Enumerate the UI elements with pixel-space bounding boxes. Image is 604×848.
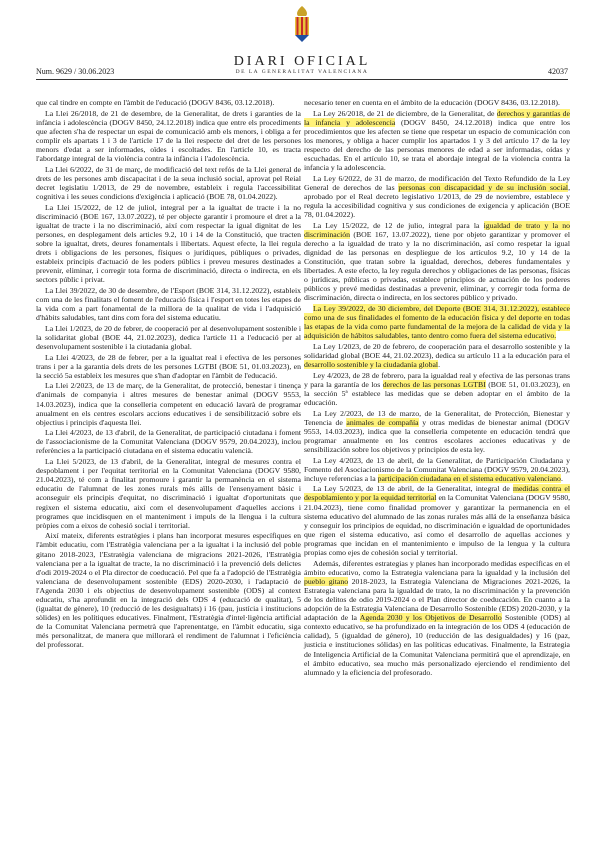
- page-number: 42037: [548, 67, 568, 76]
- paragraph: La Ley 26/2018, de 21 de diciembre, de la Generalitat, de derechos y garantías de la infancia y adolescencia (DOGV 8450, 24.12.2018) indica que entre los procedimientos que les afecten se tiene que respetar un espacio de comunicación con los menores, y obliga a hacer cumplir los apartados 1 y 3 del artículo 17 de la ley respecto del derecho de las personas menores de edad a ser informadas, oídas y escuchadas. En el artículo 10, se trata el abordaje integral de la violencia contra la infancia y la adolescencia.: [304, 108, 570, 173]
- paragraph: La Ley 4/2023, de 13 de abril, de la Generalitat, de Participación Ciudadana y Fomento del Asociacionismo de la Comunitat Valenciana (DOGV 9579, 20.04.2023), incluye referencias a la participación ciudadana en el sistema educativo valenciano.: [304, 455, 570, 483]
- paragraph: La Ley 6/2022, de 31 de marzo, de modificación del Texto Refundido de la Ley General de derechos de las personas con discapacidad y de su inclusión social, aprobado por el Real decreto legislativo 1/2013, de 29 de noviembre, establece y regula la accesibilidad cognitiva y sus condiciones de exigencia y aplicación (BOE 78, 01.04.2022).: [304, 173, 571, 220]
- paragraph: La Llei 4/2023, de 13 d'abril, de la Generalitat, de participació ciutadana i foment de l'associacionisme de la Comunitat Valenciana (DOGV 9579, 20.04.2023), inclou referències a la participació ciutadana en el sistema educatiu valencià.: [36, 428, 301, 456]
- journal-subtitle: DE LA GENERALITAT VALENCIANA: [235, 69, 369, 75]
- paragraph: La Llei 5/2023, de 13 d'abril, de la Generalitat, integral de mesures contra el despoblament i per l'equitat territorial en la Comunitat Valenciana (DOGV 9580, 21.04.2023), té com a finalitat promoure i garantir la permanència en el sistema educatiu de l'alumnat de les zones rurals més aïlls de l'ensenyament bàsic i aconseguir els principis d'equitat, no discriminació i igualtat d'oportunitats que regixen el sistema educatiu, així com el desenvolupament d'aquelles accions i programes que incidisquen en el manteniment i impuls de la llengua i la cultura pròpies com a eixos de cohesió social i territorial.: [36, 457, 301, 530]
- paragraph: Además, diferentes estrategias y planes han incorporado medidas específicas en el ámbito educativo, como la Estrategia valenciana para la igualdad y la inclusión del pueblo gitano 2018-2023, la Estrategia Valenciana de Migraciones 2021-2026, la Estrategia valenciana para la igualdad de trato, la no discriminación y la prevención de los delitos de odio 2019-2024 o el Plan director de coeducación. En cuanto a la adopción de la Estrategia Valenciana de Desarrollo Sostenible (EDS) 2020-2030, y la adaptación de la Agenda 2030 y los Objetivos de Desarrollo Sostenible (ODS) al contexto educativo, se ha profundizado en la integración de los ODS 4 (educación de calidad), 5 (igualdad de género), 10 (reducción de las desigualdades) y 16 (paz, justicia e instituciones sólidas) en las políticas educativas. Finalmente, la Estrategia de Inteligencia Artificial de la Comunitat Valenciana permitirá que el aprendizaje, en el ámbito educativo, sea mucho más personalizado ejerciendo el rendimiento del alumnado y la eficiencia del profesorado.: [304, 558, 571, 677]
- journal-title: DIARI OFICIAL: [233, 54, 371, 69]
- generalitat-crest-icon: [290, 4, 314, 44]
- spanish-column: [304, 98, 570, 678]
- paragraph: La Llei 1/2023, de 20 de febrer, de cooperació per al desenvolupament sostenible i la solidaritat global (BOE 44, 21.02.2023), dedica l'article 11 a l'educació per al desenvolupament sostenible i la ciutadania global.: [36, 323, 301, 351]
- page-header: [0, 0, 604, 96]
- paragraph: La Llei 2/2023, de 13 de març, de la Generalitat, de protecció, benestar i tinença d'animals de companyia i altres mesures de benestar animal (DOGV 9553, 14.03.2023), indica que la conselleria competent en educació lavarà de programar anualment en els centres escolars accions educatives i de sensibilització sobre els objectius i principis d'aquesta llei.: [36, 381, 301, 427]
- paragraph: La Llei 39/2022, de 30 de desembre, de l'Esport (BOE 314, 31.12.2022), estableix com una de les finalitats el foment de l'educació física i l'esport en totes les etapes de la vida com a part fonamental de la millora de la qualitat de vida i l'adquisició d'hàbits saludables, tant dins com fora del sistema educatiu.: [36, 285, 301, 323]
- paragraph: La Ley 39/2022, de 30 diciembre, del Deporte (BOE 314, 31.12.2022), establece como una de sus finalidades el fomento de la educación física y del deporte en todas las etapas de la vida como parte fundamental de la mejora de la calidad de vida y la adquisición de hábitos saludables, tanto dentro como fuera del sistema educativo.: [304, 304, 570, 341]
- paragraph: La Ley 2/2023, de 13 de marzo, de la Generalitat, de Protección, Bienestar y Tenencia de animales de compañía y otras medidas de bienestar animal (DOGV 9553, 14.03.2023), indica que la conselleria competente en educación tendrá que programar anualmente en los centros escolares acciones educativas y de sensibilización sobre los objetivos y principios de esta ley.: [304, 408, 570, 454]
- issue-number: Num. 9629 / 30.06.2023: [36, 67, 115, 76]
- paragraph: Ley 4/2023, de 28 de febrero, para la igualdad real y efectiva de las personas trans y para la garantía de los derechos de las personas LGTBI (BOE 51, 01.03.2023), en la sección 5ª establece las medidas que se deben adoptar en el ámbito de la educación.: [304, 370, 570, 407]
- paragraph: La Llei 26/2018, de 21 de desembre, de la Generalitat, de drets i garanties de la infància i adolescència (DOGV 8450, 24.12.2018) indica que entre els procediments que afecten s'ha de respectar un espai de comunicació amb els menors, i obliga a fer complir els apartats 1 i 3 de l'article 17 de la llei respecte del dret de les persones menors d'edat a ser informades, oïdes i escoltades. En l'article 10, es tracta l'abordatge integral de la violència contra la infància i l'adolescència.: [36, 108, 301, 164]
- paragraph: La Llei 6/2022, de 31 de març, de modificació del text refós de la Llei general de drets de les persones amb discapacitat i de la seua inclusió social, aprovat pel Reial decret legislatiu 1/2013, de 29 de novembre, estableix i regula l'accessibilitat cognitiva i les seues condicions d'exigència i aplicació (BOE 78, 01.04.2022).: [36, 164, 301, 201]
- paragraph: Així mateix, diferents estratègies i plans han incorporat mesures específiques en l'àmbit educatiu, com l'Estratègia valenciana per a la igualtat i la inclusió del poble gitano 2018-2023, l'Estratègia valenciana de migracions 2021-2026, l'Estratègia valenciana per a la igualtat de tracte, la no discriminació i la prevenció dels delictes d'odi 2019-2024 o el Pla director de coeducació. Pel que fa a l'adopció de l'Estratègia valenciana de desenvolupament sostenible (EDS) 2020-2030, i l'adaptació de l'Agenda 2030 i els objectius de desenvolupament sostenible (ODS) al context educatiu, s'ha aprofundit en la integració dels ODS 4 (educació de qualitat), 5 (igualtat de gènere), 10 (reducció de les desigualtats) i 16 (pau, justícia i institucions sòlides) en les polítiques educatives. Finalment, l'Estratègia d'intel·ligència artificial de la Comunitat Valenciana permetrà que l'aprenentatge, en l'àmbit educatiu, siga més personalitzat, de manera que millorarà el rendiment de l'alumnat i l'eficiència del professorat.: [36, 531, 301, 650]
- paragraph: La Llei 15/2022, de 12 de juliol, integral per a la igualtat de tracte i la no discriminació (BOE 167, 13.07.2022), té per objecte garantir i promoure el dret a la igualtat de tracte i la no discriminació, així com respectar la igual dignitat de les persones, en desplegament dels articles 9.2, 10 i 14 de la Constitució, que tracten sobre la igualtat, drets, deures fonamentals i llibertats. Aquest efecte, la llei regula drets i obligacions de les persones, físiques o jurídiques, públiques o privades, estableix principis d'actuació de les poders públics i preveu mesures destinades a prevenir, eliminar, i corregir tota forma de discriminació, directa o indirecta, en els sectors públic i privat.: [36, 202, 301, 285]
- valencian-column: [36, 98, 301, 651]
- paragraph: La Llei 4/2023, de 28 de febrer, per a la igualtat real i efectiva de les persones trans i per a la garantia dels drets de les persones LGTBI (BOE 51, 01.03.2023), en la secció 5a estableix les mesures que s'han d'adoptar en l'àmbit de l'educació.: [36, 352, 301, 380]
- paragraph: que cal tindre en compte en l'àmbit de l'educació (DOGV 8436, 03.12.2018).: [36, 98, 275, 107]
- paragraph: necesario tener en cuenta en el ámbito de la educación (DOGV 8436, 03.12.2018).: [304, 98, 560, 107]
- header-divider: [36, 79, 568, 80]
- paragraph: La Ley 5/2023, de 13 de abril, de la Generalitat, integral de medidas contra el despoblamiento y por la equidad territorial en la Comunitat Valenciana (DOGV 9580, 21.04.2023), tiene como finalidad promover y garantizar la permanencia en el sistema educativo del alumnado de las zonas rurales más allá de la enseñanza básica y conseguir los principios de equidad, no discriminación e igualdad de oportunidades que rigen el sistema educativo, así como el desarrollo de aquellas acciones y programas que incidan en el mantenimiento e impulso de la lengua y la cultura propias como ejes de cohesión social y territorial.: [304, 484, 571, 557]
- paragraph: La Ley 1/2023, de 20 de febrero, de cooperación para el desarrollo sostenible y la solidaridad global (BOE 44, 21.02.2023), dedica su artículo 11 a la educación para el desarrollo sostenible y la ciudadanía global.: [304, 341, 570, 370]
- paragraph: La Ley 15/2022, de 12 de julio, integral para la igualdad de trato y la no discriminación (BOE 167, 13.07.2022), tiene por objeto garantizar y promover el derecho a la igualdad de trato y la no discriminación, así como respetar la igual dignidad de las personas en despliegue de los artículos 9.2, 10 y 14 de la Constitución, que tratan sobre la igualdad, derechos, deberes fundamentales y libertades. A este efecto, la ley regula derechos y obligaciones de las personas, físicas o jurídicas, públicas o privadas, establece principios de actuación de los poderes públicos y prevé medidas destinadas a prevenir, eliminar, y corregir toda forma de discriminación, directa o indirecta, en los sectores público y privado.: [304, 220, 570, 303]
